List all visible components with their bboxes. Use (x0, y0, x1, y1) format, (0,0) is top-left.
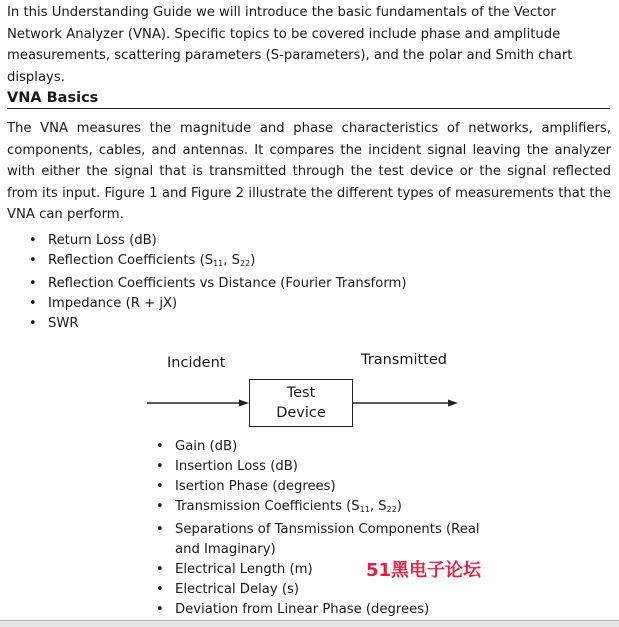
bullet-icon: • (156, 459, 164, 474)
incident-arrow-head (239, 400, 249, 407)
transmission-measurements-list (153, 437, 493, 620)
bullet-icon: • (29, 296, 37, 311)
body-paragraph: The VNA measures the magnitude and phase characteristics of networks, amplifiers, components, cables, and antennas. It compares the incident signal leaving the analyzer with either the signal that is transmitted through the test device or the signal reflected from its input. Figure 1 and Figure 2 illustrate the different types of measurements that the VNA can perform. (7, 121, 611, 222)
list-item: • Isertion Phase (degrees) (153, 477, 493, 497)
intro-paragraph: In this Understanding Guide we will introduce the basic fundamentals of the Vector Network Analyzer (VNA). Specific topics to be covered include phase and amplitude measurements, scattering parameters (S-parameters), and the polar and Smith chart displays. (7, 5, 573, 85)
list-item: • Electrical Delay (s) (153, 580, 493, 600)
list-item: • Insertion Loss (dB) (153, 457, 493, 477)
test-device-box (249, 379, 353, 427)
list-item: • Reflection Coefficients ($S_{11}$, $S_{22}$) (26, 251, 486, 274)
bullet-icon: • (156, 562, 164, 577)
list-item: • SWR (26, 314, 486, 334)
section-heading: VNA Basics (7, 90, 610, 109)
list-item: • Electrical Length (m) (153, 560, 493, 580)
list-item: • Separations of Tansmission Components (Real and Imaginary) (156, 522, 480, 557)
list-item: • Impedance (R + jX) (26, 294, 486, 314)
bullet-icon: • (156, 582, 164, 597)
test-device-label-line2: Device (276, 405, 326, 421)
bullet-icon: • (29, 253, 37, 268)
bullet-icon: • (156, 522, 164, 537)
bullet-icon: • (29, 276, 37, 291)
bullet-icon: • (156, 479, 164, 494)
list-item: • Return Loss (dB) (26, 231, 486, 251)
list-item: • Reflection Coefficients vs Distance (Fourier Transform) (26, 274, 486, 294)
bullet-icon: • (156, 602, 164, 617)
list-item: • Transmission Coefficients ($S_{11}$, $S_{22}$) (153, 497, 493, 520)
incident-label: Incident (167, 355, 226, 371)
list-item: • Gain (dB) (153, 437, 493, 457)
bullet-icon: • (156, 499, 164, 514)
transmitted-label: Transmitted (361, 352, 447, 368)
list-item: • Deviation from Linear Phase (degrees) (153, 600, 493, 620)
test-device-label-line1: Test (286, 385, 316, 401)
bullet-icon: • (29, 316, 37, 331)
bullet-icon: • (29, 233, 37, 248)
bullet-icon: • (156, 439, 164, 454)
watermark-text: 51黑电子论坛 (366, 560, 482, 581)
transmitted-arrow-head (448, 400, 458, 407)
